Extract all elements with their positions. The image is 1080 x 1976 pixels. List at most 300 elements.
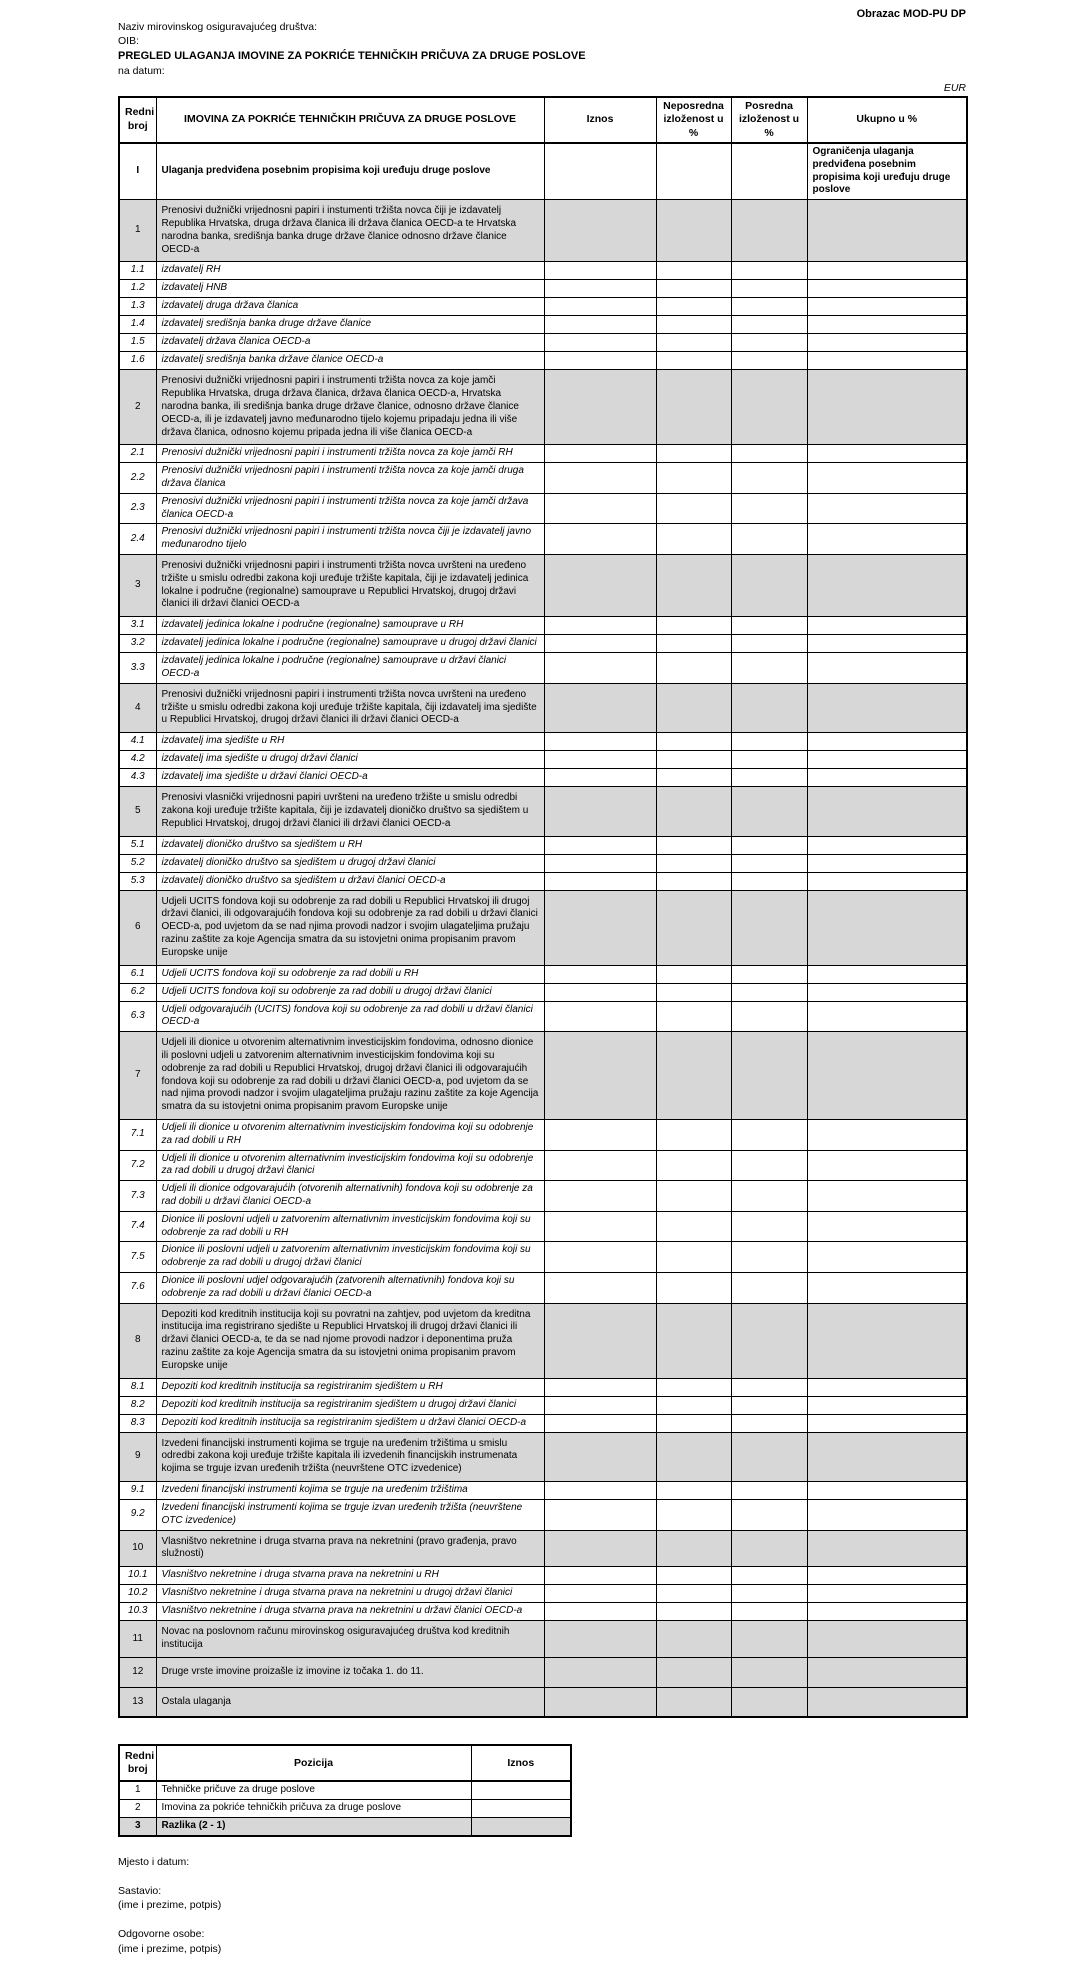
row-posredna-cell <box>731 965 807 983</box>
row-iznos-cell <box>544 1211 656 1242</box>
row-iznos-cell <box>544 965 656 983</box>
row-neposredna-cell <box>656 890 731 965</box>
row-posredna-cell <box>731 683 807 732</box>
row-neposredna-cell <box>656 493 731 524</box>
row-iznos-cell <box>544 1481 656 1499</box>
table-row <box>119 555 967 617</box>
row-neposredna-cell <box>656 733 731 751</box>
row-iznos-cell <box>544 983 656 1001</box>
row-posredna-cell <box>731 1414 807 1432</box>
table-row <box>119 370 967 445</box>
row-posredna-cell <box>731 1211 807 1242</box>
table-row <box>119 635 967 653</box>
row-number: 5 <box>119 787 156 836</box>
table-row <box>119 769 967 787</box>
row-ukupno-cell <box>807 1303 967 1378</box>
row-ukupno-cell <box>807 262 967 280</box>
row-posredna-cell <box>731 524 807 555</box>
row-posredna-cell <box>731 445 807 463</box>
table-row <box>119 1242 967 1273</box>
row-number: 7.6 <box>119 1272 156 1303</box>
table-row <box>119 890 967 965</box>
row-ukupno-cell <box>807 370 967 445</box>
row-iznos-cell <box>544 635 656 653</box>
table-row <box>119 1603 967 1621</box>
header-redni-broj: Redni broj <box>119 97 156 143</box>
row-ukupno-cell <box>807 635 967 653</box>
row-neposredna-cell <box>656 1211 731 1242</box>
row-iznos-cell <box>544 1432 656 1481</box>
row-number: 10.2 <box>119 1585 156 1603</box>
row-ukupno-cell <box>807 1120 967 1151</box>
row-number: 2.4 <box>119 524 156 555</box>
table-row <box>119 1530 967 1567</box>
row-iznos-cell <box>544 1657 656 1687</box>
currency-label: EUR <box>943 81 966 94</box>
row-number: 10.3 <box>119 1603 156 1621</box>
summary-table <box>118 1744 572 1837</box>
row-neposredna-cell <box>656 1150 731 1181</box>
row-neposredna-cell <box>656 1585 731 1603</box>
row-iznos-cell <box>544 143 656 200</box>
row-ukupno-cell <box>807 298 967 316</box>
row-ukupno-cell <box>807 890 967 965</box>
table-row <box>119 280 967 298</box>
row-position: Tehničke pričuve za druge poslove <box>156 1781 471 1799</box>
row-posredna-cell <box>731 370 807 445</box>
row-posredna-cell <box>731 890 807 965</box>
row-posredna-cell <box>731 872 807 890</box>
row-ukupno-cell <box>807 1530 967 1567</box>
header-posredna: Posredna izloženost u % <box>731 97 807 143</box>
row-iznos-cell <box>544 1499 656 1530</box>
row-ukupno-cell <box>807 854 967 872</box>
row-posredna-cell <box>731 280 807 298</box>
table-row <box>119 1032 967 1120</box>
row-ukupno-cell <box>807 1211 967 1242</box>
row-description: izdavatelj dioničko društvo sa sjedištem u državi članici OECD-a <box>156 872 544 890</box>
summary-table-body <box>119 1781 571 1836</box>
row-ukupno-cell <box>807 280 967 298</box>
row-ukupno-cell: Ograničenja ulaganja predviđena posebnim propisima koji uređuju druge poslove <box>807 143 967 200</box>
row-neposredna-cell <box>656 262 731 280</box>
row-posredna-cell <box>731 751 807 769</box>
row-neposredna-cell <box>656 617 731 635</box>
row-ukupno-cell <box>807 1272 967 1303</box>
row-description: Ulaganja predviđena posebnim propisima koji uređuju druge poslove <box>156 143 544 200</box>
row-posredna-cell <box>731 653 807 684</box>
row-ukupno-cell <box>807 334 967 352</box>
row-ukupno-cell <box>807 555 967 617</box>
row-ukupno-cell <box>807 1687 967 1717</box>
row-neposredna-cell <box>656 1530 731 1567</box>
main-investments-table <box>118 96 968 1719</box>
table-row <box>119 1567 967 1585</box>
row-description: Udjeli UCITS fondova koji su odobrenje za rad dobili u drugoj državi članici <box>156 983 544 1001</box>
row-posredna-cell <box>731 352 807 370</box>
row-posredna-cell <box>731 1432 807 1481</box>
table-row <box>119 733 967 751</box>
table-row <box>119 200 967 262</box>
row-iznos-cell <box>544 524 656 555</box>
row-iznos-cell <box>544 445 656 463</box>
row-description: Udjeli ili dionice u otvorenim alternativnim investicijskim fondovima koji su odobrenje za rad dobili u drugoj državi članici <box>156 1150 544 1181</box>
row-description: Udjeli ili dionice odgovarajućih (otvorenih alternativnih) fondova koji su odobrenje za rad dobili u državi članici OECD-a <box>156 1181 544 1212</box>
row-neposredna-cell <box>656 1432 731 1481</box>
row-number: 7.2 <box>119 1150 156 1181</box>
date-label: na datum: <box>118 65 165 78</box>
row-posredna-cell <box>731 1657 807 1687</box>
row-ukupno-cell <box>807 1414 967 1432</box>
row-position: Imovina za pokriće tehničkih pričuva za druge poslove <box>156 1800 471 1818</box>
row-ukupno-cell <box>807 1032 967 1120</box>
table-row <box>119 316 967 334</box>
row-number: 2 <box>119 1800 156 1818</box>
row-number: 7 <box>119 1032 156 1120</box>
oib-label: OIB: <box>118 35 140 48</box>
row-description: Depoziti kod kreditnih institucija sa registriranim sjedištem u državi članici OECD-a <box>156 1414 544 1432</box>
table-row <box>119 854 967 872</box>
row-number: 1.2 <box>119 280 156 298</box>
row-iznos-cell <box>471 1800 571 1818</box>
row-neposredna-cell <box>656 1120 731 1151</box>
row-iznos-cell <box>544 1621 656 1658</box>
row-number: 4 <box>119 683 156 732</box>
table-row <box>119 1657 967 1687</box>
row-description: Novac na poslovnom računu mirovinskog osiguravajućeg društva kod kreditnih institucija <box>156 1621 544 1658</box>
row-number: 4.3 <box>119 769 156 787</box>
row-neposredna-cell <box>656 1001 731 1032</box>
header-ukupno: Ukupno u % <box>807 97 967 143</box>
row-neposredna-cell <box>656 445 731 463</box>
row-neposredna-cell <box>656 352 731 370</box>
table-row <box>119 143 967 200</box>
row-ukupno-cell <box>807 1585 967 1603</box>
row-ukupno-cell <box>807 653 967 684</box>
row-position: Razlika (2 - 1) <box>156 1818 471 1836</box>
row-posredna-cell <box>731 1530 807 1567</box>
row-iznos-cell <box>544 334 656 352</box>
row-description: Dionice ili poslovni udjeli u zatvorenim alternativnim investicijskim fondovima koji su odobrenje za rad dobili u drugoj državi članici <box>156 1242 544 1273</box>
row-neposredna-cell <box>656 1687 731 1717</box>
row-neposredna-cell <box>656 1272 731 1303</box>
row-iznos-cell <box>544 1396 656 1414</box>
row-description: izdavatelj dioničko društvo sa sjedištem u drugoj državi članici <box>156 854 544 872</box>
row-description: Izvedeni financijski instrumenti kojima se trguje na uređenim tržištima u smislu odredbi zakona koji uređuje tržište kapitala ili izvedenih financijskih instrumenata kojima se trguje izvan uređenih tržišta (neuvrštene OTC izvedenice) <box>156 1432 544 1481</box>
row-iznos-cell <box>544 733 656 751</box>
row-ukupno-cell <box>807 1481 967 1499</box>
row-neposredna-cell <box>656 316 731 334</box>
row-ukupno-cell <box>807 316 967 334</box>
row-neposredna-cell <box>656 1657 731 1687</box>
row-iznos-cell <box>544 653 656 684</box>
row-number: 7.1 <box>119 1120 156 1151</box>
row-posredna-cell <box>731 1242 807 1273</box>
row-posredna-cell <box>731 334 807 352</box>
row-posredna-cell <box>731 1481 807 1499</box>
company-name-label: Naziv mirovinskog osiguravajućeg društva: <box>118 21 318 33</box>
row-iznos-cell <box>544 683 656 732</box>
row-iznos-cell <box>544 836 656 854</box>
row-number: 6.2 <box>119 983 156 1001</box>
row-neposredna-cell <box>656 1621 731 1658</box>
row-description: izdavatelj jedinica lokalne i područne (regionalne) samouprave u drugoj državi članici <box>156 635 544 653</box>
row-description: Prenosivi vlasnički vrijednosni papiri uvršteni na uređeno tržište u smislu odredbi zakona koji uređuje tržište kapitala, čiji je izdavatelj dioničko društvo sa sjedištem u Republici Hrvatskoj, drugoj državi članici ili državi članici OECD-a <box>156 787 544 836</box>
row-description: Udjeli ili dionice u otvorenim alternativnim investicijskim fondovima, odnosno dionice ili poslovni udjeli u zatvorenim alternativnim investicijskim fondovima koji su odobrenje za rad dobili u Republici Hrvatskoj, drugoj državi članici ili odgovarajućih fondova koji su odobrenje za rad dobili u državi članici OECD-a, pod uvjetom da se nad njima provodi nadzor i svojim ulagateljima pružaju razinu zaštite za koje Agencija smatra da su istovjetni onima propisanim pravom Europske unije <box>156 1032 544 1120</box>
row-posredna-cell <box>731 854 807 872</box>
row-iznos-cell <box>544 262 656 280</box>
table-row <box>119 683 967 732</box>
row-iznos-cell <box>544 1303 656 1378</box>
row-iznos-cell <box>544 1001 656 1032</box>
row-neposredna-cell <box>656 983 731 1001</box>
row-number: 12 <box>119 1657 156 1687</box>
row-neposredna-cell <box>656 200 731 262</box>
row-iznos-cell <box>544 1567 656 1585</box>
row-description: Vlasništvo nekretnine i druga stvarna prava na nekretnini (pravo građenja, pravo služnosti) <box>156 1530 544 1567</box>
row-description: Prenosivi dužnički vrijednosni papiri i instumenti tržišta novca čiji je izdavatelj Republika Hrvatska, druga država članica ili država članica OECD-a te Hrvatska narodna banka, središnja banka druge države članice odnosno države članice OECD-a <box>156 200 544 262</box>
row-description: izdavatelj ima sjedište u državi članici OECD-a <box>156 769 544 787</box>
table-row <box>119 445 967 463</box>
row-iznos-cell <box>544 370 656 445</box>
row-iznos-cell <box>544 769 656 787</box>
row-iznos-cell <box>544 200 656 262</box>
row-iznos-cell <box>544 1414 656 1432</box>
row-description: Udjeli UCITS fondova koji su odobrenje za rad dobili u RH <box>156 965 544 983</box>
row-posredna-cell <box>731 1303 807 1378</box>
row-iznos-cell <box>544 872 656 890</box>
row-neposredna-cell <box>656 769 731 787</box>
row-iznos-cell <box>544 1530 656 1567</box>
row-neposredna-cell <box>656 1303 731 1378</box>
row-neposredna-cell <box>656 683 731 732</box>
row-ukupno-cell <box>807 1603 967 1621</box>
row-number: 1.6 <box>119 352 156 370</box>
table-row <box>119 1585 967 1603</box>
header-iznos: Iznos <box>544 97 656 143</box>
row-posredna-cell <box>731 298 807 316</box>
row-number: 1.5 <box>119 334 156 352</box>
row-posredna-cell <box>731 617 807 635</box>
row-posredna-cell <box>731 635 807 653</box>
row-description: Depoziti kod kreditnih institucija koji su povratni na zahtjev, pod uvjetom da kreditna institucija ima registrirano sjedište u Republici Hrvatskoj ili drugoj državi članici ili državi članici OECD-a, te da se nad njome provodi nadzor i deponentima pruža razinu zaštite za koje Agencija smatra da su istovjetni onima propisanim pravom Europske unije <box>156 1303 544 1378</box>
row-description: Prenosivi dužnički vrijednosni papiri i instrumenti tržišta novca čiji je izdavatelj javno međunarodno tijelo <box>156 524 544 555</box>
table-row <box>119 751 967 769</box>
row-neposredna-cell <box>656 635 731 653</box>
row-posredna-cell <box>731 316 807 334</box>
row-description: Prenosivi dužnički vrijednosni papiri i instrumenti tržišta novca za koje jamči druga država članica <box>156 463 544 494</box>
table-row <box>119 1396 967 1414</box>
table-row <box>119 262 967 280</box>
row-number: 2 <box>119 370 156 445</box>
row-posredna-cell <box>731 1150 807 1181</box>
row-iznos-cell <box>471 1818 571 1836</box>
summary-table-row <box>119 1781 571 1799</box>
row-neposredna-cell <box>656 143 731 200</box>
row-neposredna-cell <box>656 1499 731 1530</box>
row-number: 3 <box>119 1818 156 1836</box>
row-posredna-cell <box>731 787 807 836</box>
row-description: Udjeli odgovarajućih (UCITS) fondova koji su odobrenje za rad dobili u državi članici OECD-a <box>156 1001 544 1032</box>
row-ukupno-cell <box>807 1181 967 1212</box>
table-row <box>119 1687 967 1717</box>
row-description: Prenosivi dužnički vrijednosni papiri i instrumenti tržišta novca uvršteni na uređeno tržište u smislu odredbi zakona koji uređuje tržište kapitala, čiji je izdavatelj jedinica lokalne i područne (regionalne) samouprave u Republici Hrvatskoj, drugoj državi članici ili državi članici OECD-a <box>156 555 544 617</box>
row-neposredna-cell <box>656 872 731 890</box>
row-posredna-cell <box>731 983 807 1001</box>
table-row <box>119 1303 967 1378</box>
table-row <box>119 298 967 316</box>
row-neposredna-cell <box>656 1242 731 1273</box>
row-neposredna-cell <box>656 1378 731 1396</box>
prepared-by-note: (ime i prezime, potpis) <box>118 1899 222 1912</box>
row-number: 2.2 <box>119 463 156 494</box>
row-iznos-cell <box>544 1120 656 1151</box>
row-neposredna-cell <box>656 370 731 445</box>
row-description: izdavatelj središnja banka druge države članice <box>156 316 544 334</box>
table-row <box>119 352 967 370</box>
row-neposredna-cell <box>656 334 731 352</box>
table-row <box>119 1378 967 1396</box>
row-ukupno-cell <box>807 769 967 787</box>
row-number: 9.2 <box>119 1499 156 1530</box>
row-number: 3.3 <box>119 653 156 684</box>
row-number: 7.3 <box>119 1181 156 1212</box>
row-ukupno-cell <box>807 787 967 836</box>
row-description: izdavatelj država članica OECD-a <box>156 334 544 352</box>
row-description: Prenosivi dužnički vrijednosni papiri i instrumenti tržišta novca uvršteni na uređeno tržište u smislu odredbi zakona koji uređuje tržište kapitala, čiji izdavatelj ima sjedište u Republici Hrvatskoj, drugoj državi članici ili državi članici OECD-a <box>156 683 544 732</box>
row-description: Izvedeni financijski instrumenti kojima se trguje izvan uređenih tržišta (neuvrštene OTC izvedenice) <box>156 1499 544 1530</box>
row-number: 9 <box>119 1432 156 1481</box>
table-row <box>119 1120 967 1151</box>
row-iznos-cell <box>544 890 656 965</box>
page-title: PREGLED ULAGANJA IMOVINE ZA POKRIĆE TEHNIČKIH PRIČUVA ZA DRUGE POSLOVE <box>118 49 586 62</box>
row-number: 7.4 <box>119 1211 156 1242</box>
table-row <box>119 1499 967 1530</box>
row-ukupno-cell <box>807 463 967 494</box>
row-ukupno-cell <box>807 683 967 732</box>
table-row <box>119 983 967 1001</box>
row-posredna-cell <box>731 1585 807 1603</box>
row-posredna-cell <box>731 1272 807 1303</box>
row-number: 9.1 <box>119 1481 156 1499</box>
table-row <box>119 617 967 635</box>
row-neposredna-cell <box>656 854 731 872</box>
row-iznos-cell <box>544 1378 656 1396</box>
row-neposredna-cell <box>656 280 731 298</box>
row-description: izdavatelj dioničko društvo sa sjedištem u RH <box>156 836 544 854</box>
row-number: 8 <box>119 1303 156 1378</box>
row-ukupno-cell <box>807 1657 967 1687</box>
row-description: izdavatelj RH <box>156 262 544 280</box>
row-description: Vlasništvo nekretnine i druga stvarna prava na nekretnini u državi članici OECD-a <box>156 1603 544 1621</box>
row-ukupno-cell <box>807 983 967 1001</box>
row-ukupno-cell <box>807 733 967 751</box>
table-row <box>119 334 967 352</box>
row-ukupno-cell <box>807 1378 967 1396</box>
row-number: 1.1 <box>119 262 156 280</box>
header-neposredna: Neposredna izloženost u % <box>656 97 731 143</box>
row-neposredna-cell <box>656 1032 731 1120</box>
row-number: 1 <box>119 200 156 262</box>
row-posredna-cell <box>731 493 807 524</box>
row-description: Udjeli ili dionice u otvorenim alternativnim investicijskim fondovima koji su odobrenje za rad dobili u RH <box>156 1120 544 1151</box>
table-row <box>119 1181 967 1212</box>
row-iznos-cell <box>544 787 656 836</box>
row-neposredna-cell <box>656 1396 731 1414</box>
row-posredna-cell <box>731 1378 807 1396</box>
row-neposredna-cell <box>656 653 731 684</box>
row-ukupno-cell <box>807 965 967 983</box>
summary-table-header-row <box>119 1745 571 1781</box>
row-posredna-cell <box>731 733 807 751</box>
row-neposredna-cell <box>656 965 731 983</box>
row-number: 7.5 <box>119 1242 156 1273</box>
row-number: 5.1 <box>119 836 156 854</box>
row-number: 6 <box>119 890 156 965</box>
row-ukupno-cell <box>807 617 967 635</box>
row-posredna-cell <box>731 1181 807 1212</box>
table-row <box>119 836 967 854</box>
row-iznos-cell <box>544 617 656 635</box>
table-row <box>119 1150 967 1181</box>
row-iznos-cell <box>544 298 656 316</box>
row-neposredna-cell <box>656 1603 731 1621</box>
row-neposredna-cell <box>656 1181 731 1212</box>
row-posredna-cell <box>731 1001 807 1032</box>
row-posredna-cell <box>731 262 807 280</box>
row-iznos-cell <box>544 1272 656 1303</box>
row-posredna-cell <box>731 1687 807 1717</box>
row-description: izdavatelj ima sjedište u RH <box>156 733 544 751</box>
row-description: Vlasništvo nekretnine i druga stvarna prava na nekretnini u RH <box>156 1567 544 1585</box>
row-description: izdavatelj ima sjedište u drugoj državi članici <box>156 751 544 769</box>
row-neposredna-cell <box>656 463 731 494</box>
row-iznos-cell <box>544 316 656 334</box>
row-number: 4.2 <box>119 751 156 769</box>
row-iznos-cell <box>544 1585 656 1603</box>
table-row <box>119 1432 967 1481</box>
table-row <box>119 1414 967 1432</box>
row-number: 4.1 <box>119 733 156 751</box>
row-posredna-cell <box>731 463 807 494</box>
row-iznos-cell <box>544 352 656 370</box>
row-description: Depoziti kod kreditnih institucija sa registriranim sjedištem u RH <box>156 1378 544 1396</box>
table-row <box>119 965 967 983</box>
header-imovina: IMOVINA ZA POKRIĆE TEHNIČKIH PRIČUVA ZA DRUGE POSLOVE <box>156 97 544 143</box>
row-iznos-cell <box>544 1150 656 1181</box>
table-row <box>119 653 967 684</box>
row-neposredna-cell <box>656 751 731 769</box>
table-row <box>119 1211 967 1242</box>
row-neposredna-cell <box>656 836 731 854</box>
row-posredna-cell <box>731 836 807 854</box>
form-header <box>118 20 966 79</box>
row-ukupno-cell <box>807 1001 967 1032</box>
row-description: Druge vrste imovine proizašle iz imovine iz točaka 1. do 11. <box>156 1657 544 1687</box>
row-number: 10.1 <box>119 1567 156 1585</box>
main-table-header-row <box>119 97 967 143</box>
row-neposredna-cell <box>656 298 731 316</box>
row-number: 10 <box>119 1530 156 1567</box>
row-description: Depoziti kod kreditnih institucija sa registriranim sjedištem u drugoj državi članici <box>156 1396 544 1414</box>
row-description: izdavatelj HNB <box>156 280 544 298</box>
row-number: 2.3 <box>119 493 156 524</box>
row-number: 13 <box>119 1687 156 1717</box>
form-code: Obrazac MOD-PU DP <box>856 8 966 20</box>
place-date-label: Mjesto i datum: <box>118 1855 190 1868</box>
row-number: 3.2 <box>119 635 156 653</box>
row-posredna-cell <box>731 1603 807 1621</box>
